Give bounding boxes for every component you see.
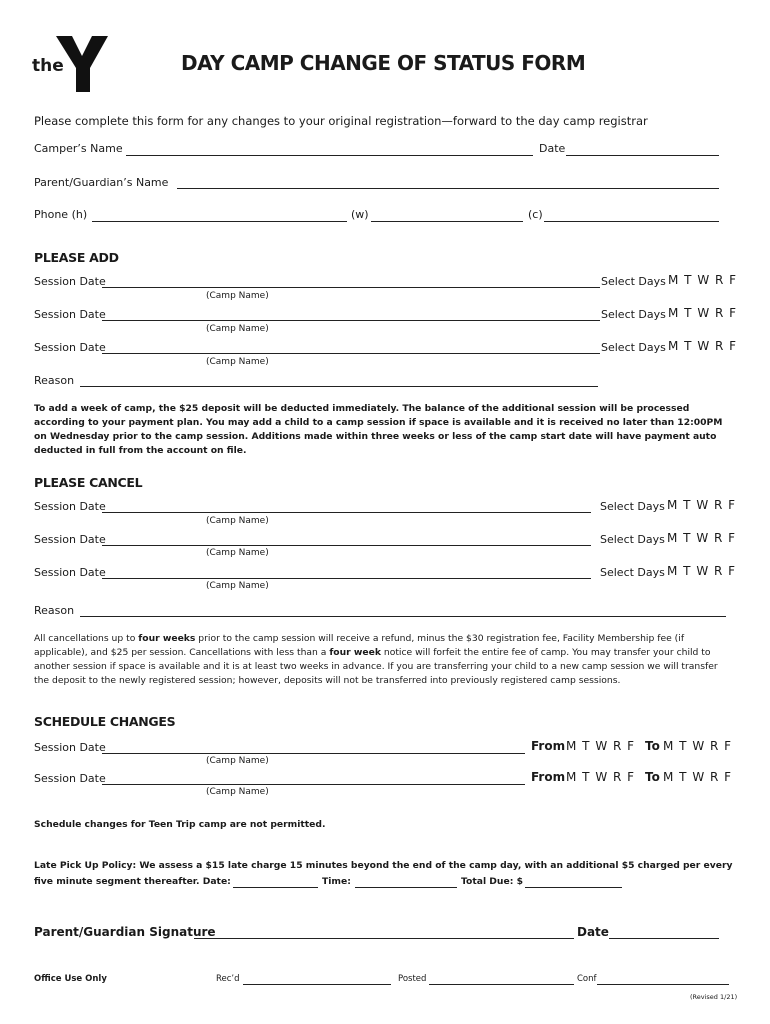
logo-text: the [32,56,64,76]
add-camp-name-label: (Camp Name) [206,291,269,301]
add-reason-label: Reason [34,374,75,387]
add-select-days-label: Select Days [601,341,666,354]
schedule-to-days[interactable]: M T W R F [663,739,733,753]
schedule-session-label: Session Date [34,772,106,785]
add-session-field[interactable] [102,287,600,288]
camper-name-label: Camper’s Name [34,142,123,155]
office-posted-field[interactable] [429,984,574,985]
intro-text: Please complete this form for any changes to your original registration—forward to the day camp registrar [34,114,648,128]
schedule-to-days[interactable]: M T W R F [663,770,733,784]
svg-text:YMCA: YMCA [92,71,103,87]
add-days-options[interactable]: M T W R F [668,339,738,353]
cancel-session-label: Session Date [34,533,106,546]
office-use-label: Office Use Only [34,974,107,984]
late-date-field[interactable] [233,887,318,888]
office-posted-label: Posted [398,974,427,984]
late-time-field[interactable] [355,887,457,888]
cancel-policy-note: All cancellations up to four weeks prior to the camp session will receive a refund, minus the $30 registration fee, Facility Membership fee (if applicable), and $25 per session. Cancellations with less than a four week notice will forfeit the entire fee of camp. You may transfer your child to another session if space is available and it is at least two weeks in advance. If you are transferring your child to a new camp session we will transfer the deposit to the newly registered session; however, deposits will not be transferred into previously registered camp sessions. [34,633,718,686]
cancel-select-days-label: Select Days [600,533,665,546]
phone-cell-field[interactable] [544,221,719,222]
phone-home-label: Phone (h) [34,208,88,221]
cancel-select-days-label: Select Days [600,566,665,579]
schedule-session-field[interactable] [102,784,525,785]
signature-label: Parent/Guardian Signature [34,925,216,939]
cancel-camp-name-label: (Camp Name) [206,581,269,591]
cancel-reason-field[interactable] [80,616,726,617]
add-session-label: Session Date [34,308,106,321]
date-label: Date [539,142,566,155]
schedule-to-label: To [645,739,660,753]
cancel-days-options[interactable]: M T W R F [667,564,737,578]
cancel-heading: PLEASE CANCEL [34,475,143,490]
add-session-field[interactable] [102,320,600,321]
add-camp-name-label: (Camp Name) [206,324,269,334]
signature-date-field[interactable] [609,938,719,939]
add-select-days-label: Select Days [601,275,666,288]
add-session-label: Session Date [34,341,106,354]
add-days-options[interactable]: M T W R F [668,306,738,320]
revised-date: (Revised 1/21) [690,993,738,1001]
schedule-camp-name-label: (Camp Name) [206,756,269,766]
add-session-field[interactable] [102,353,600,354]
schedule-note: Schedule changes for Teen Trip camp are not permitted. [34,819,326,830]
schedule-camp-name-label: (Camp Name) [206,787,269,797]
cancel-session-field[interactable] [102,512,591,513]
cancel-days-options[interactable]: M T W R F [667,531,737,545]
schedule-from-days[interactable]: M T W R F [566,770,636,784]
add-camp-name-label: (Camp Name) [206,357,269,367]
cancel-session-label: Session Date [34,566,106,579]
phone-home-field[interactable] [92,221,347,222]
parent-name-field[interactable] [177,188,719,189]
form-title: DAY CAMP CHANGE OF STATUS FORM [181,51,586,75]
office-recd-field[interactable] [243,984,391,985]
add-reason-field[interactable] [80,386,598,387]
schedule-session-label: Session Date [34,741,106,754]
ymca-y-logo-icon [54,34,110,94]
ymca-logo [32,34,112,94]
late-policy-total-label: Total Due: $ [461,876,523,887]
cancel-select-days-label: Select Days [600,500,665,513]
late-policy-date-label: five minute segment thereafter. Date: [34,876,231,887]
late-policy-time-label: Time: [322,876,351,887]
schedule-session-field[interactable] [102,753,525,754]
late-total-field[interactable] [525,887,622,888]
late-policy-line1: Late Pick Up Policy: We assess a $15 late charge 15 minutes beyond the end of the camp day, with an additional $5 charged per every [34,860,733,871]
phone-work-field[interactable] [371,221,523,222]
phone-work-label: (w) [351,208,369,221]
schedule-heading: SCHEDULE CHANGES [34,714,176,729]
cancel-camp-name-label: (Camp Name) [206,548,269,558]
add-session-label: Session Date [34,275,106,288]
office-conf-field[interactable] [597,984,729,985]
signature-date-label: Date [577,925,609,939]
camper-name-field[interactable] [126,155,533,156]
schedule-from-days[interactable]: M T W R F [566,739,636,753]
office-recd-label: Rec’d [216,974,240,984]
add-days-options[interactable]: M T W R F [668,273,738,287]
office-conf-label: Conf [577,974,597,984]
signature-field[interactable] [194,938,574,939]
add-heading: PLEASE ADD [34,250,119,265]
add-policy-note: To add a week of camp, the $25 deposit will be deducted immediately. The balance of the additional session will be processed according to your payment plan. You may add a child to a camp session if space is available and it is received no later than 12:00PM on Wednesday prior to the camp session. Additions made within three weeks or less of the camp start date will have payment auto deducted in full from the account on file. [34,403,723,456]
schedule-from-label: From [531,770,566,784]
date-field[interactable] [566,155,719,156]
parent-name-label: Parent/Guardian’s Name [34,176,169,189]
cancel-session-field[interactable] [102,545,591,546]
add-select-days-label: Select Days [601,308,666,321]
phone-cell-label: (c) [528,208,543,221]
cancel-camp-name-label: (Camp Name) [206,516,269,526]
cancel-days-options[interactable]: M T W R F [667,498,737,512]
cancel-session-field[interactable] [102,578,591,579]
cancel-session-label: Session Date [34,500,106,513]
schedule-to-label: To [645,770,660,784]
schedule-from-label: From [531,739,566,753]
cancel-reason-label: Reason [34,604,75,617]
